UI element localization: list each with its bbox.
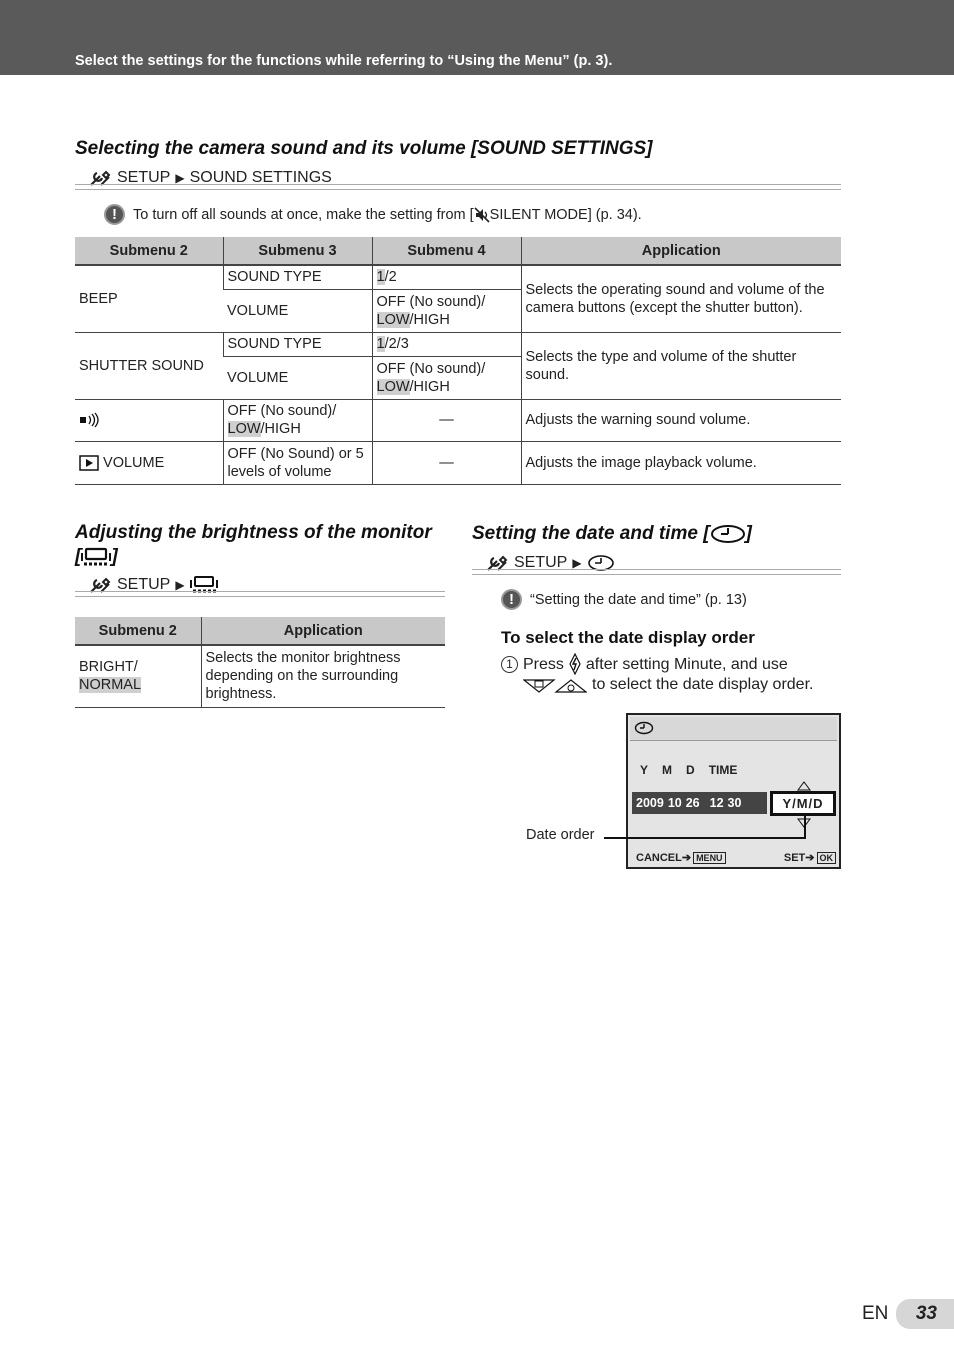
- playback-application: Adjusts the image playback volume.: [521, 441, 841, 484]
- playback-volume-label: VOLUME: [103, 454, 165, 471]
- lcd-bottom-bar: [636, 851, 836, 864]
- table-row: [75, 645, 445, 707]
- lcd-label-time: TIME: [708, 763, 738, 777]
- caution-icon: !: [501, 589, 522, 610]
- beep-sound-type-options: 1/2: [372, 265, 521, 289]
- beep-volume: VOLUME: [223, 289, 372, 332]
- clock-icon: [710, 524, 746, 544]
- warning-sound-cell: [75, 399, 223, 441]
- note-text: “Setting the date and time” (p. 13): [530, 591, 747, 608]
- banner-text: Select the settings for the functions while referring to “Using the Menu” (p. 3).: [75, 53, 613, 69]
- warning-application: Adjusts the warning sound volume.: [521, 399, 841, 441]
- table-row: [75, 399, 841, 441]
- step-1-line-1: 1 Press after setting Minute, and use: [501, 653, 788, 675]
- flash-button-icon: [568, 653, 582, 675]
- brightness-application: Selects the monitor brightness depending on the surrounding brightness.: [201, 645, 445, 707]
- path-arrow-icon: ▶: [175, 171, 185, 185]
- step-1-line-2: to select the date display order.: [523, 674, 813, 695]
- col-application: Application: [521, 237, 841, 265]
- col-submenu-4: Submenu 4: [372, 237, 521, 265]
- datetime-note: [501, 589, 747, 610]
- sound-settings-table: [75, 237, 841, 485]
- silent-mode-icon: [474, 207, 490, 223]
- lcd-set: SET➔ OK: [784, 851, 836, 864]
- table-row: [75, 441, 841, 484]
- beep-sound-type: SOUND TYPE: [223, 265, 372, 289]
- playback-options: OFF (No Sound) or 5 levels of volume: [223, 441, 372, 484]
- beep-label: BEEP: [75, 265, 223, 332]
- page-footer: [862, 1299, 954, 1329]
- path-setup-label: SETUP: [117, 576, 171, 593]
- beep-volume-options: OFF (No sound)/ LOW/HIGH: [372, 289, 521, 332]
- playback-volume-cell: [75, 441, 223, 484]
- table-row: [75, 332, 841, 356]
- lcd-field-labels: [640, 763, 737, 777]
- path-underline: [75, 591, 445, 597]
- shutter-volume-options: OFF (No sound)/ LOW/HIGH: [372, 356, 521, 399]
- shutter-sound-type: SOUND TYPE: [223, 332, 372, 356]
- col-application: Application: [201, 617, 445, 645]
- path-underline: [75, 184, 841, 190]
- warning-submenu4: —: [372, 399, 521, 441]
- datetime-title: Setting the date and time [ ]: [472, 523, 752, 544]
- sound-settings-title: Selecting the camera sound and its volume [SOUND SETTINGS]: [75, 138, 653, 159]
- step-number: 1: [501, 656, 518, 673]
- path-item-label: SOUND SETTINGS: [189, 169, 332, 186]
- lcd-label-day: D: [686, 763, 695, 777]
- brightness-title-text: Adjusting the brightness of the monitor: [75, 522, 432, 543]
- page-number: 33: [896, 1299, 954, 1329]
- callout-line-vertical: [804, 815, 806, 839]
- shutter-application: Selects the type and volume of the shutter sound.: [521, 332, 841, 399]
- monitor-brightness-icon: [81, 547, 111, 567]
- col-submenu-2: Submenu 2: [75, 617, 201, 645]
- lcd-title-bar: [630, 717, 837, 741]
- table-header-row: [75, 237, 841, 265]
- date-order-heading: To select the date display order: [501, 628, 755, 647]
- brightness-table: [75, 617, 445, 708]
- shutter-sound-type-options: 1/2/3: [372, 332, 521, 356]
- clock-icon: [634, 721, 654, 735]
- camera-lcd-screen: [626, 713, 841, 869]
- playback-icon: [79, 455, 99, 471]
- top-banner: [0, 0, 954, 75]
- beep-application: Selects the operating sound and volume of the camera buttons (except the shutter button).: [521, 265, 841, 332]
- arrow-pad-icon: [523, 676, 587, 694]
- lcd-label-year: Y: [640, 763, 649, 777]
- path-arrow-icon: ▶: [175, 578, 185, 592]
- lcd-cancel: CANCEL➔ MENU: [636, 851, 726, 864]
- path-setup-label: SETUP: [117, 169, 171, 186]
- lcd-date-values: 2009 10 26 12 30: [632, 792, 767, 814]
- language-label: EN: [862, 1303, 889, 1324]
- lcd-label-month: M: [662, 763, 673, 777]
- callout-line-horizontal: [604, 837, 806, 839]
- path-setup-label: SETUP: [514, 554, 568, 571]
- note-tail: SILENT MODE] (p. 34).: [489, 206, 642, 223]
- up-arrow-icon: [797, 781, 811, 791]
- date-order-selector: Y/M/D: [770, 791, 836, 816]
- brightness-title: Adjusting the brightness of the monitor [ ]: [75, 522, 432, 567]
- path-underline: [472, 569, 841, 575]
- path-arrow-icon: ▶: [572, 556, 582, 570]
- note-text: To turn off all sounds at once, make the setting from [: [133, 206, 474, 223]
- col-submenu-2: Submenu 2: [75, 237, 223, 265]
- shutter-sound-label: SHUTTER SOUND: [75, 332, 223, 399]
- warning-sound-icon: [79, 412, 101, 428]
- table-row: [75, 265, 841, 289]
- caution-icon: !: [104, 204, 125, 225]
- shutter-volume: VOLUME: [223, 356, 372, 399]
- table-header-row: [75, 617, 445, 645]
- date-order-callout: Date order: [526, 827, 595, 843]
- warning-options: OFF (No sound)/ LOW/HIGH: [223, 399, 372, 441]
- playback-submenu4: —: [372, 441, 521, 484]
- brightness-options: BRIGHT/ NORMAL: [75, 645, 201, 707]
- silent-mode-note: [104, 204, 642, 225]
- col-submenu-3: Submenu 3: [223, 237, 372, 265]
